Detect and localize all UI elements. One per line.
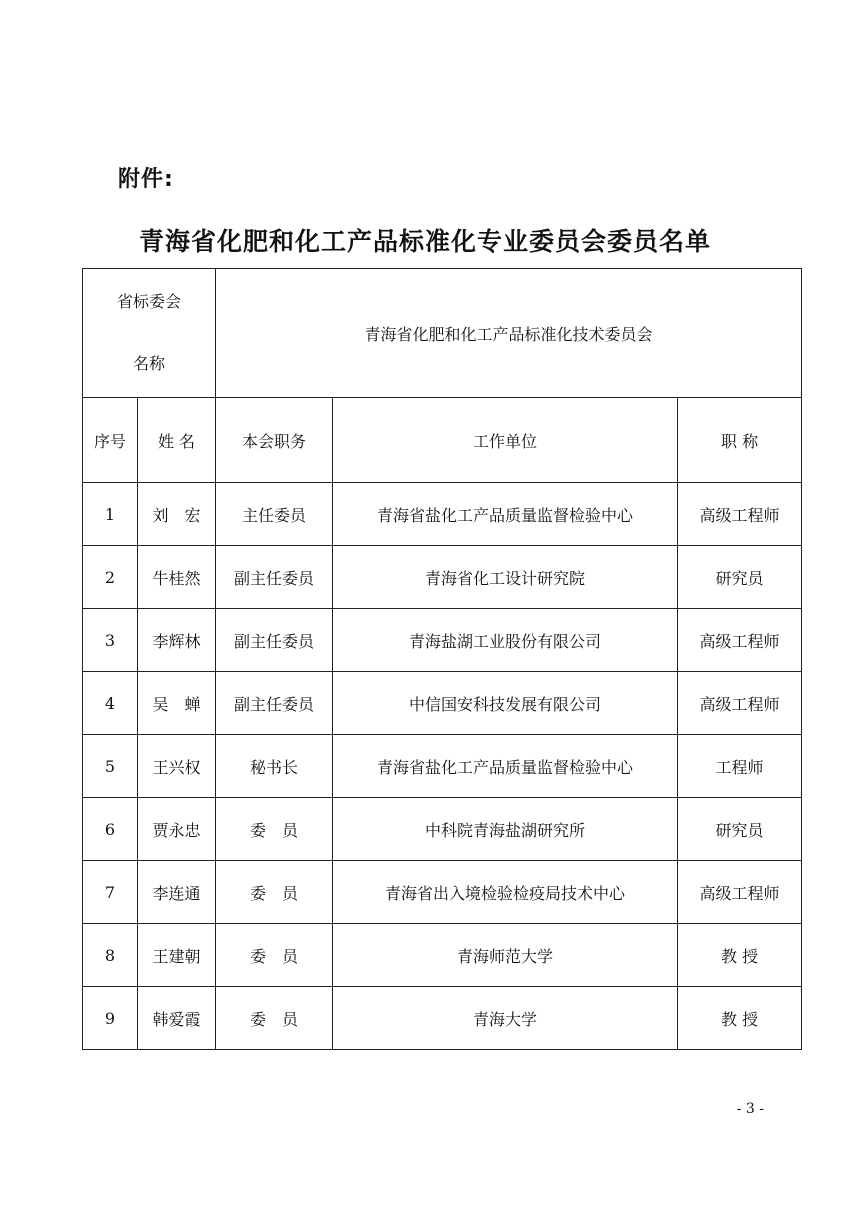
table-row [83, 987, 802, 1050]
attachment-label: 附件: [118, 167, 174, 192]
member-name: 王建朝 [138, 924, 216, 987]
member-title: 教 授 [678, 987, 802, 1050]
member-unit: 青海省出入境检验检疫局技术中心 [333, 861, 678, 924]
member-position: 副主任委员 [216, 672, 333, 735]
member-title: 高级工程师 [678, 672, 802, 735]
committee-name: 青海省化肥和化工产品标准化技术委员会 [216, 269, 802, 398]
member-seq: 2 [83, 546, 138, 609]
member-unit: 青海省化工设计研究院 [333, 546, 678, 609]
member-unit: 中信国安科技发展有限公司 [333, 672, 678, 735]
member-title: 研究员 [678, 798, 802, 861]
header-position: 本会职务 [216, 398, 333, 483]
member-seq: 8 [83, 924, 138, 987]
member-title: 教 授 [678, 924, 802, 987]
member-seq: 9 [83, 987, 138, 1050]
member-position: 委 员 [216, 798, 333, 861]
member-unit: 青海大学 [333, 987, 678, 1050]
member-unit: 青海师范大学 [333, 924, 678, 987]
member-position: 委 员 [216, 987, 333, 1050]
member-unit: 青海省盐化工产品质量监督检验中心 [333, 735, 678, 798]
member-name: 贾永忠 [138, 798, 216, 861]
member-name: 王兴权 [138, 735, 216, 798]
member-unit: 青海省盐化工产品质量监督检验中心 [333, 483, 678, 546]
member-position: 委 员 [216, 861, 333, 924]
member-title: 研究员 [678, 546, 802, 609]
member-title: 工程师 [678, 735, 802, 798]
member-unit: 青海盐湖工业股份有限公司 [333, 609, 678, 672]
header-seq: 序号 [83, 398, 138, 483]
member-name: 牛桂然 [138, 546, 216, 609]
member-title: 高级工程师 [678, 861, 802, 924]
member-position: 副主任委员 [216, 609, 333, 672]
member-name: 刘 宏 [138, 483, 216, 546]
table-row [83, 735, 802, 798]
member-title: 高级工程师 [678, 483, 802, 546]
committee-label-line2: 名称 [133, 354, 166, 373]
member-seq: 1 [83, 483, 138, 546]
table-row [83, 483, 802, 546]
header-unit: 工作单位 [333, 398, 678, 483]
member-seq: 7 [83, 861, 138, 924]
committee-row [83, 269, 802, 398]
member-position: 秘书长 [216, 735, 333, 798]
member-title: 高级工程师 [678, 609, 802, 672]
committee-label-line1: 省标委会 [117, 292, 182, 311]
table-row [83, 924, 802, 987]
member-name: 李连通 [138, 861, 216, 924]
page-number: - 3 - [736, 1101, 764, 1117]
document-title: 青海省化肥和化工产品标准化专业委员会委员名单 [138, 227, 711, 256]
member-name: 吴 蝉 [138, 672, 216, 735]
member-position: 主任委员 [216, 483, 333, 546]
table-row [83, 546, 802, 609]
table-row [83, 609, 802, 672]
member-seq: 3 [83, 609, 138, 672]
header-title: 职 称 [678, 398, 802, 483]
table-row [83, 861, 802, 924]
member-seq: 4 [83, 672, 138, 735]
header-row [83, 398, 802, 483]
member-name: 李辉林 [138, 609, 216, 672]
committee-label-cell [83, 269, 216, 398]
header-name: 姓 名 [138, 398, 216, 483]
member-position: 副主任委员 [216, 546, 333, 609]
member-seq: 6 [83, 798, 138, 861]
member-table [82, 268, 802, 1050]
member-unit: 中科院青海盐湖研究所 [333, 798, 678, 861]
member-name: 韩爱霞 [138, 987, 216, 1050]
table-row [83, 672, 802, 735]
table-row [83, 798, 802, 861]
member-seq: 5 [83, 735, 138, 798]
member-position: 委 员 [216, 924, 333, 987]
